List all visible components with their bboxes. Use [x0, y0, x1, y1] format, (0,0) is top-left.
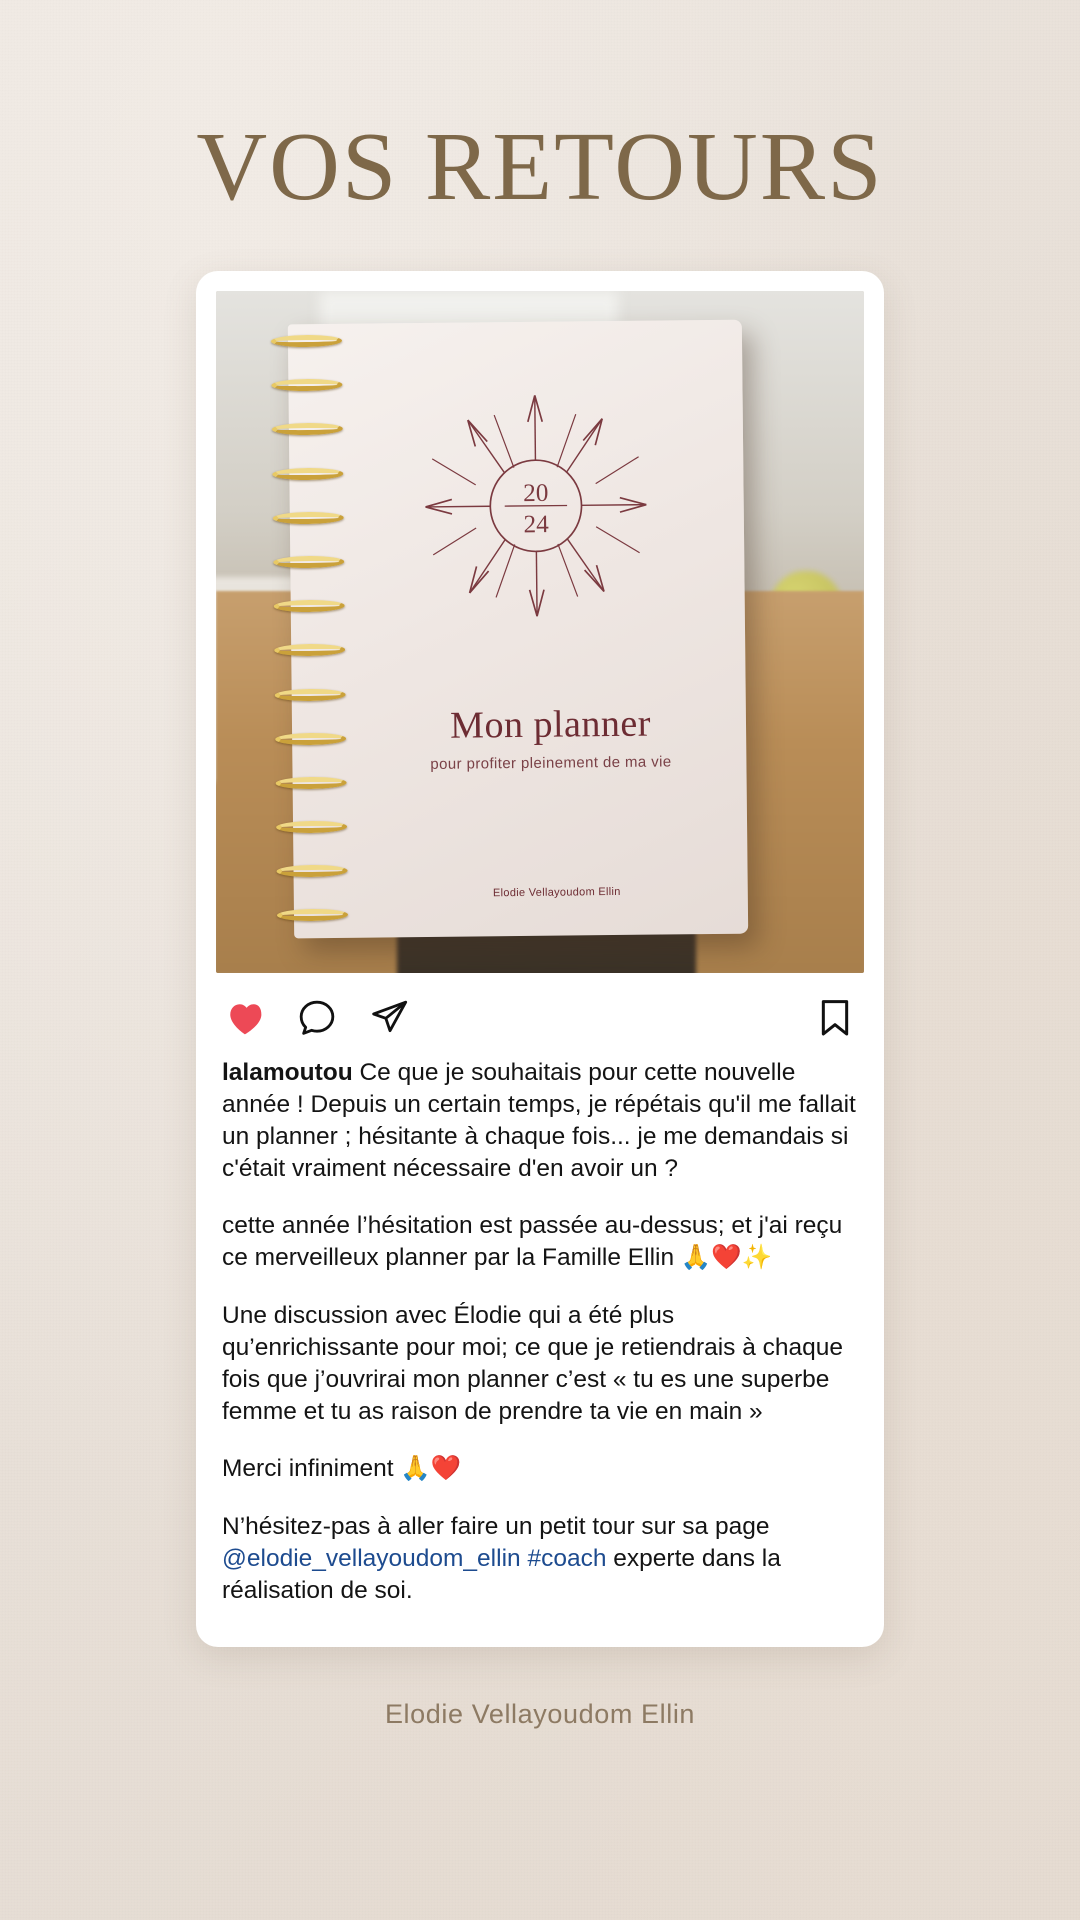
post-caption — [196, 1047, 884, 1647]
instagram-post-card — [196, 271, 884, 1647]
share-icon[interactable] — [366, 995, 412, 1041]
caption-mention-link[interactable]: @elodie_vellayoudom_ellin — [222, 1545, 521, 1573]
caption-paragraph-2: cette année l’hésitation est passée au-dessus; et j'ai reçu ce merveilleux planner par la Famille Ellin 🙏❤️✨ — [222, 1212, 843, 1272]
planner-year-bottom: 24 — [522, 510, 549, 539]
caption-username[interactable]: lalamoutou — [222, 1059, 353, 1086]
footer-signature: Elodie Vellayoudom Ellin — [384, 1698, 696, 1729]
caption-paragraph-5 — [222, 1511, 858, 1607]
post-image — [216, 291, 864, 973]
comment-icon[interactable] — [294, 995, 340, 1041]
caption-paragraph-4: Merci infiniment 🙏❤️ — [222, 1455, 462, 1483]
spiral-binding — [271, 335, 348, 922]
bookmark-icon[interactable] — [812, 995, 858, 1041]
planner-title: Mon planner — [449, 701, 651, 746]
heart-icon[interactable] — [222, 995, 268, 1041]
planner-cover — [287, 319, 747, 938]
caption-text-5-prefix: N’hésitez-pas à aller faire un petit tour sur sa page — [222, 1513, 770, 1541]
planner-year-top: 20 — [522, 479, 548, 507]
sun-emblem-icon — [414, 384, 657, 627]
caption-paragraph-1 — [222, 1057, 858, 1184]
page-title: VOS RETOURS — [196, 113, 884, 221]
caption-hashtag-link[interactable]: #coach — [527, 1545, 607, 1573]
planner-subtitle: pour profiter pleinement de ma vie — [429, 752, 672, 773]
caption-text-5-suffix: experte dans la réalisation de soi. — [222, 1545, 781, 1604]
caption-paragraph-3: Une discussion avec Élodie qui a été plus qu’enrichissante pour moi; ce que je retiendrais à chaque fois que j’ouvrirai mon planner c’est « tu es une superbe femme et tu as raison de prendre ta vie en main » — [222, 1302, 844, 1425]
post-action-bar — [196, 973, 884, 1047]
caption-text-1: Ce que je souhaitais pour cette nouvelle année ! Depuis un certain temps, je répétais qu'il me fallait un planner ; hésitante à chaque fois... je me demandais si c'était vraiment nécessaire d'en avoir un ? — [222, 1059, 856, 1182]
planner-author: Elodie Vellayoudom Ellin — [492, 885, 621, 899]
